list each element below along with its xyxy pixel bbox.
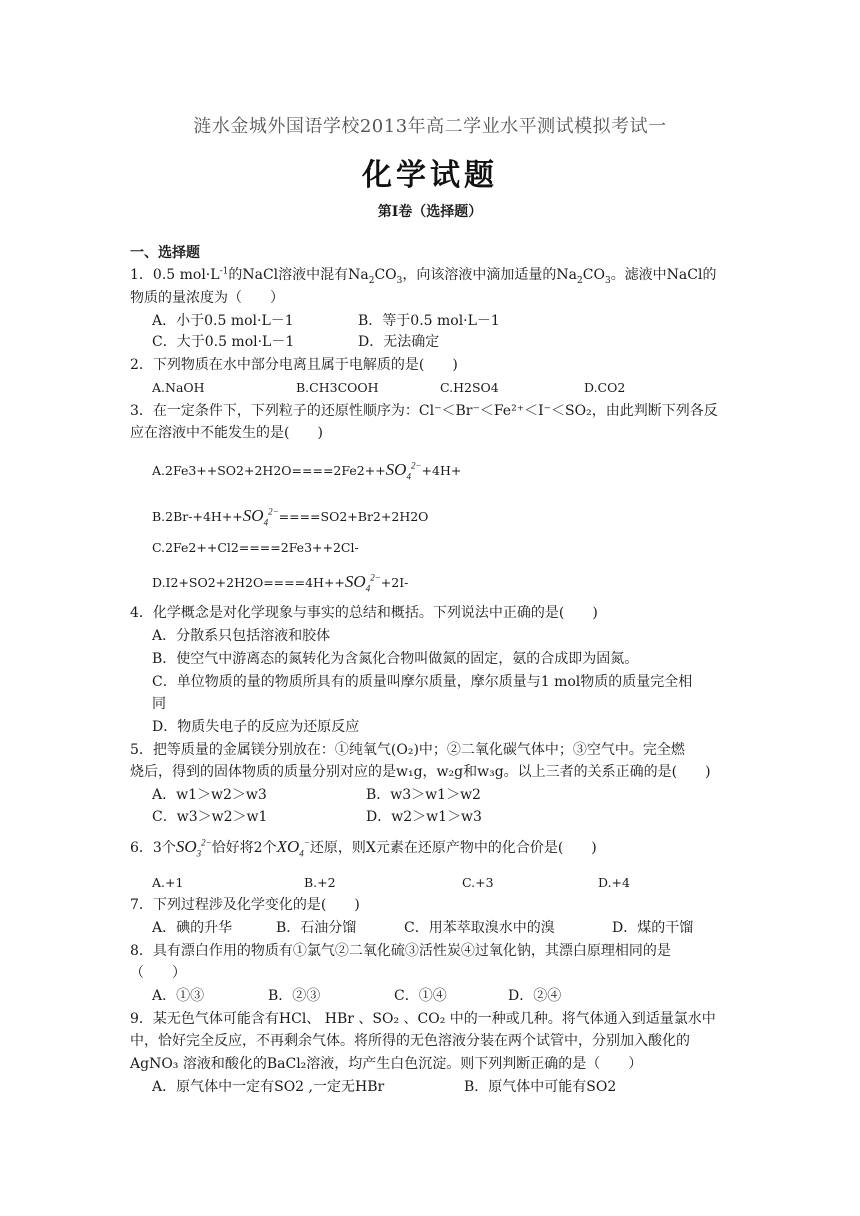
q1-option-a: A．小于0.5 mol·L－1 — [152, 313, 294, 329]
q5-stem-line2: 烧后，得到的固体物质的质量分别对应的是w₁g，w₂g和w₃g。以上三者的关系正确的是( ) — [130, 764, 711, 780]
section-heading: 一、选择题 — [130, 245, 200, 261]
q5-stem-line1: 5．把等质量的金属镁分别放在：①纯氧气(O₂)中；②二氧化碳气体中；③空气中。完全燃 — [130, 742, 685, 758]
q7-option-b: B．石油分馏 — [276, 920, 357, 936]
q4-option-c-cont: 同 — [152, 696, 166, 712]
q3-stem-line2: 应在溶液中不能发生的是( ) — [130, 425, 323, 441]
q5-option-d: D．w2＞w1＞w3 — [366, 809, 482, 825]
q1-stem-line1: 1．0.5 $mol\cdot L^{-1}$的NaCl溶液中混有$Na_2CO_3$，向该溶液中滴加适量的$Na_2CO_3$。滤液中NaCl的 — [130, 266, 717, 286]
q3-option-d: $D.I2+SO2+2H2O====4H++SO_4^{2-}+2I-$ — [152, 572, 409, 594]
q1-option-b: B．等于0.5 mol·L－1 — [358, 313, 500, 329]
q6-option-d: D.+4 — [598, 875, 630, 890]
q2-stem: 2．下列物质在水中部分电离且属于电解质的是( ) — [130, 357, 458, 373]
q1-option-d: D．无法确定 — [358, 334, 440, 350]
q2-option-a: A.NaOH — [152, 380, 205, 395]
q8-stem: 8．具有漂白作用的物质有①氯气②二氧化硫③活性炭④过氧化钠，其漂白原理相同的是 — [130, 943, 671, 959]
page-title: 化学试题 — [362, 158, 498, 193]
q4-option-c: C．单位物质的量的物质所具有的质量叫摩尔质量，摩尔质量与1 mol物质的质量完全相 — [152, 674, 693, 690]
q1-stem-line2: 物质的量浓度为（ ） — [130, 290, 284, 306]
q2-option-b: B.CH3COOH — [296, 380, 379, 395]
sulfate-ion: $SO_4^{2-}$ — [344, 572, 381, 594]
q8-option-a: A．①③ — [152, 988, 205, 1004]
q6-option-a: A.+1 — [152, 875, 184, 890]
q9-stem-line1: 9．某无色气体可能含有HCl、 HBr 、SO₂ 、CO₂ 中的一种或几种。将气体通入到适量氯水中 — [130, 1011, 716, 1027]
q8-option-b: B．②③ — [268, 988, 321, 1004]
school-header: 涟水金城外国语学校2013年高二学业水平测试模拟考试一 — [193, 116, 667, 137]
sulfate-ion: $SO_4^{2-}$ — [385, 460, 422, 482]
sulfate-ion: $SO_4^{2-}$ — [242, 506, 279, 528]
q9-stem-line3: AgNO₃ 溶液和酸化的BaCl₂溶液，均产生白色沉淀。则下列判断正确的是（ ） — [130, 1056, 643, 1072]
q2-option-c: C.H2SO4 — [440, 380, 499, 395]
q7-option-c: C．用苯萃取溴水中的溴 — [404, 920, 555, 936]
q3-option-c: C.2Fe2++Cl2====2Fe3++2Cl- — [152, 540, 359, 555]
q9-stem-line2: 中，恰好完全反应，不再剩余气体。将所得的无色溶液分装在两个试管中，分别加入酸化的 — [130, 1033, 690, 1049]
q6-stem: 6．3个$SO_3^{2-}$恰好将2个$XO_4^-$还原，则X元素在还原产物中的化合价是( ) — [130, 837, 597, 859]
q3-option-b: $B.2Br-+4H++SO_4^{2-}====SO2+Br2+2H2O$ — [152, 506, 429, 528]
xo4-ion: $XO_4^-$ — [276, 837, 310, 859]
q4-option-a: A．分散系只包括溶液和胶体 — [152, 628, 331, 644]
q8-option-d: D．②④ — [508, 988, 562, 1004]
q7-stem: 7．下列过程涉及化学变化的是( ) — [130, 897, 360, 913]
q8-option-c: C．①④ — [394, 988, 447, 1004]
q5-option-b: B．w3＞w1＞w2 — [366, 787, 481, 803]
q9-option-a: A．原气体中一定有SO2 ,一定无HBr — [152, 1079, 385, 1095]
q3-option-a: $A.2Fe3++SO2+2H2O====2Fe2++SO_4^{2-}+4H+$ — [152, 460, 462, 482]
q7-option-d: D．煤的干馏 — [612, 920, 694, 936]
q1-option-c: C．大于0.5 mol·L－1 — [152, 334, 295, 350]
q2-option-d: D.CO2 — [584, 380, 626, 395]
sulfite-ion: $SO_3^{2-}$ — [175, 837, 212, 859]
q5-option-a: A．w1＞w2＞w3 — [152, 787, 267, 803]
volume-heading: 第Ⅰ卷（选择题） — [377, 204, 483, 220]
q5-option-c: C．w3＞w2＞w1 — [152, 809, 268, 825]
q8-stem-cont: （ ） — [130, 965, 186, 981]
q9-option-b: B．原气体中可能有SO2 — [464, 1079, 617, 1095]
q7-option-a: A．碘的升华 — [152, 920, 233, 936]
q4-option-d: D．物质失电子的反应为还原反应 — [152, 719, 360, 735]
q6-option-b: B.+2 — [304, 875, 336, 890]
q3-stem-line1: 3．在一定条件下，下列粒子的还原性顺序为：Cl⁻＜Br⁻＜Fe²⁺＜I⁻＜SO₂，由此判断下列各反 — [130, 403, 718, 419]
q4-stem: 4．化学概念是对化学现象与事实的总结和概括。下列说法中正确的是( ) — [130, 605, 598, 621]
q6-option-c: C.+3 — [462, 875, 494, 890]
q4-option-b: B．使空气中游离态的氮转化为含氮化合物叫做氮的固定，氨的合成即为固氮。 — [152, 651, 639, 667]
